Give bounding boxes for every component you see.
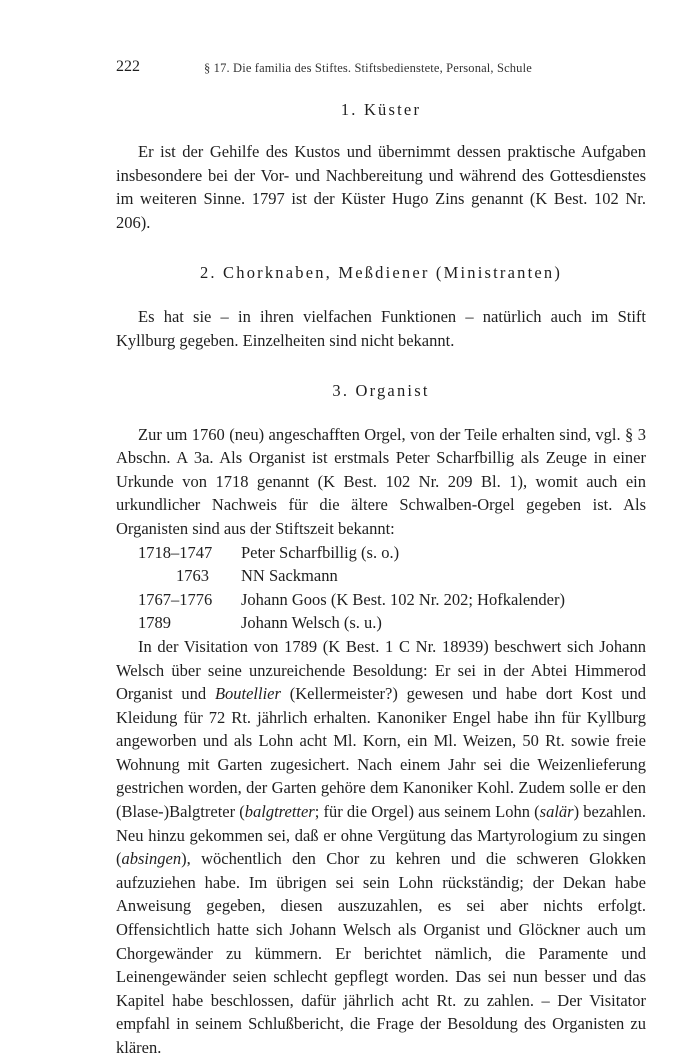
book-page [116, 58, 646, 1060]
list-item [116, 564, 646, 588]
paragraph-organist-intro: Zur um 1760 (neu) angeschafften Orgel, von der Teile erhalten sind, vgl. § 3 Abschn. A 3a. Als Organist ist erstmals Peter Scharfbillig als Zeuge in einer Urkunde von 1718 genannt (K Best. 102 Nr. 209 Bl. 1), womit auch ein urkundlicher Nachweis für die ältere Schwalben-Orgel gegeben ist. Als Organisten sind aus der Stiftszeit bekannt: [116, 424, 646, 538]
text-run: ; für die Orgel) aus seinem Lohn ( [314, 802, 540, 822]
italic-term-salaer: salär [539, 802, 574, 822]
text-run: ), wöchentlich den Chor zu kehren und die schweren Glokken aufzuziehen habe. Im übrigen sei sein Lohn rückständig; der Dekan habe Anweisung gegeben, diesen auszuzahlen, es sei aber nichts erfolgt. Offensichtlich hatte sich Johann Welsch als Organist und Glöckner auch um Chorgewänder zu kümmern. Er berichtet nämlich, die Paramente und Leinengewänder seien schlecht gepflegt worden. Das sei nun besser und das Kapitel habe beschlossen, dafür jährlich acht Rt. zu zahlen. – Der Visitator empfahl in seinem Schlußbericht, die Frage der Besoldung des Organisten zu klären. [116, 849, 646, 1057]
text-run: (Kellermeister?) gewesen und habe dort Kost und Kleidung für 72 Rt. jährlich erhalten. Kanoniker Engel habe ihn für Kyllburg angeworben und als Lohn acht Ml. Korn, ein Ml. Weizen, 50 Rt. sowie freie Wohnung mit Garten zugesichert. Nach einem Jahr sei die Weizenlieferung gestrichen worden, der Garten gehöre dem Kanoniker Kohl. Zudem solle er den (Blase-)Balgtreter ( [116, 684, 647, 822]
list-item-name: Johann Welsch (s. u.) [241, 613, 382, 633]
list-item [116, 588, 646, 612]
section-heading-organist: 3. Organist [332, 380, 430, 400]
section-heading-kuester: 1. Küster [340, 100, 422, 119]
paragraph-kuester: Er ist der Gehilfe des Kustos und übernimmt dessen praktische Aufgaben insbesondere bei der Vor- und Nachbereitung und während des Gottesdienstes im weiteren Sinne. 1797 ist der Küster Hugo Zins genannt (K Best. 102 Nr. 206). [116, 142, 646, 232]
running-head: § 17. Die familia des Stiftes. Stiftsbedienstete, Personal, Schule [204, 61, 532, 75]
italic-term-balgtretter: balgtretter [244, 802, 315, 822]
list-item-name: Peter Scharfbillig (s. o.) [241, 542, 400, 562]
list-item-name: Johann Goos (K Best. 102 Nr. 202; Hofkalender) [241, 589, 565, 609]
list-item [116, 611, 646, 635]
text-run: In der Visitation von 1789 (K Best. 1 C Nr. 18939) beschwert sich Johann Welsch über seine unzureichende Besoldung: Er sei in der Abtei Himmerod Organist und [116, 636, 646, 704]
page-number: 222 [116, 58, 140, 75]
list-item-years: 1718–1747 [138, 542, 213, 562]
list-item [116, 541, 646, 565]
organist-list [116, 541, 646, 635]
paragraph-chorknaben: Es hat sie – in ihren vielfachen Funktionen – natürlich auch im Stift Kyllburg gegeben. Einzelheiten sind nicht bekannt. [116, 307, 646, 350]
list-item-name: NN Sackmann [241, 566, 338, 586]
list-item-years: 1789 [138, 613, 171, 633]
paragraph-visitation [116, 635, 646, 1060]
list-item-years: 1763 [176, 566, 209, 586]
text-run: ) bezahlen. Neu hinzu gekommen sei, daß er ohne Vergütung das Martyrologium zu singen ( [116, 802, 646, 869]
italic-term-boutellier: Boutellier [214, 684, 281, 704]
list-item-years: 1767–1776 [138, 589, 213, 609]
italic-term-absingen: absingen [121, 849, 182, 869]
page-header [116, 58, 646, 78]
section-heading-chorknaben: 2. Chorknaben, Meßdiener (Ministranten) [199, 263, 563, 283]
